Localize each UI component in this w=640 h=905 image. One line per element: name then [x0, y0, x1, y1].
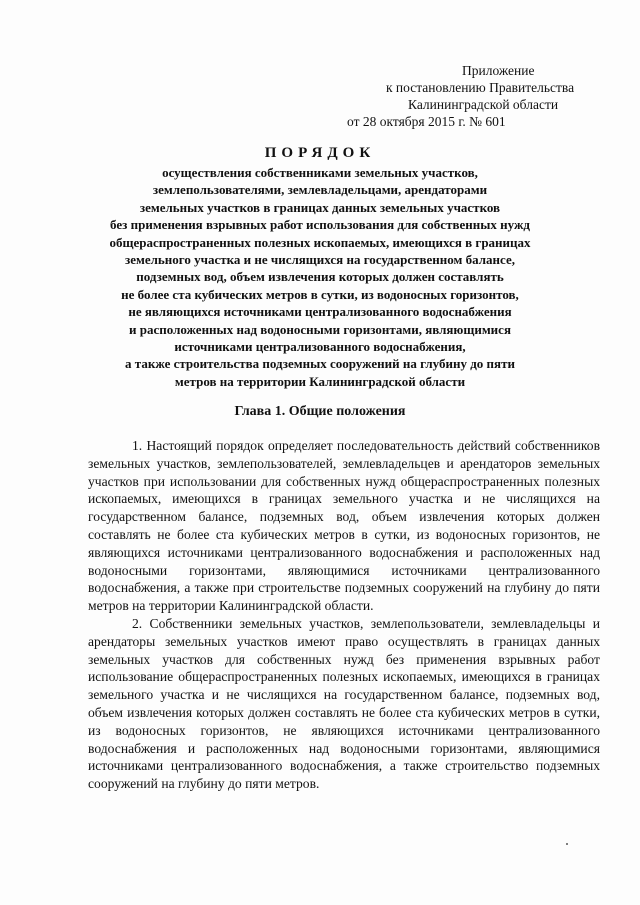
document-title: ПОРЯДОК	[264, 145, 376, 161]
subtitle-line: а также строительства подземных сооружений на глубину до пяти	[125, 356, 515, 372]
scan-speck	[566, 843, 568, 845]
paragraph-1: 1. Настоящий порядок определяет последовательность действий собственников земельных участков, землепользователей, землевладельцев и арендаторов земельных участков при использовании для собственных нужд общераспространенных полезных ископаемых, имеющихся в границах земельного участка и не числящихся на государственном балансе, подземных вод, объем извлечения которых должен составлять не более ста кубических метров в сутки, из водоносных горизонтов, не являющихся источниками централизованного водоснабжения и расположенных над водоносными горизонтами, являющимися источниками централизованного водоснабжения, а также при строительстве подземных сооружений на глубину до пяти метров на территории Калининградской области.	[88, 438, 600, 614]
appendix-line: к постановлению Правительства	[386, 80, 575, 95]
subtitle-line: общераспространенных полезных ископаемых, имеющихся в границах	[109, 234, 531, 250]
appendix-date-number: от 28 октября 2015 г. № 601	[347, 114, 506, 129]
subtitle-line: земельного участка и не числящихся на государственном балансе,	[125, 252, 515, 268]
subtitle-line: источниками централизованного водоснабжения,	[174, 339, 466, 355]
chapter-heading: Глава 1. Общие положения	[234, 404, 406, 419]
subtitle-line: не более ста кубических метров в сутки, из водоносных горизонтов,	[121, 286, 519, 302]
subtitle-line: без применения взрывных работ использования для собственных нужд	[110, 217, 530, 233]
subtitle-line: земельных участков в границах данных земельных участков	[139, 199, 501, 215]
document-body	[88, 437, 600, 793]
paragraph-2: 2. Собственники земельных участков, землепользователи, землевладельцы и арендаторы земельных участков имеют право осуществлять в границах данных земельных участков для собственных нужд без применения взрывных работ использование общераспространенных полезных ископаемых, имеющихся в границах земельного участка и не числящихся на государственном балансе, подземных вод, объем извлечения которых должен составлять не более ста кубических метров в сутки, из водоносных горизонтов, не являющихся источниками централизованного водоснабжения и расположенных над водоносными горизонтами, являющимися источниками централизованного водоснабжения, а также строительство подземных сооружений на глубину до пяти метров.	[88, 615, 600, 792]
subtitle-line: не являющихся источниками централизованного водоснабжения	[128, 304, 512, 320]
subtitle-line: метров на территории Калининградской области	[174, 373, 466, 389]
subtitle-line: осуществления собственниками земельных участков,	[162, 165, 478, 180]
subtitle-line: подземных вод, объем извлечения которых должен составлять	[136, 269, 504, 285]
subtitle-line: землепользователями, землевладельцами, арендаторами	[152, 182, 488, 198]
appendix-line: Приложение	[462, 63, 535, 78]
appendix-line: Калининградской области	[408, 97, 559, 112]
subtitle-line: и расположенных над водоносными горизонтами, являющимися	[129, 321, 511, 337]
document-subtitle	[80, 164, 560, 390]
appendix-note	[340, 62, 600, 130]
